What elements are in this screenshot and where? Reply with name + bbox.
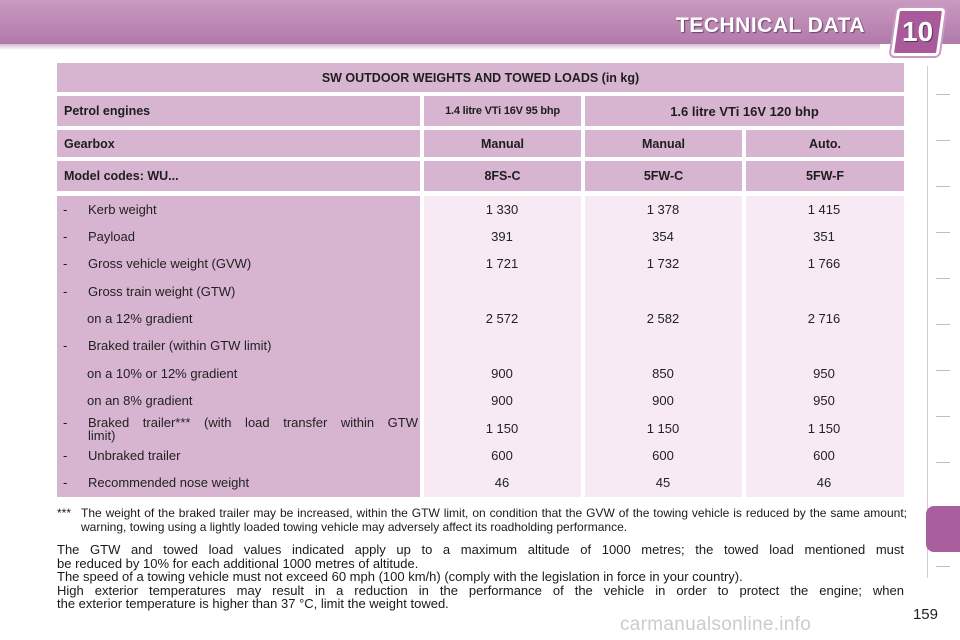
model-codes-label: Model codes: WU... — [57, 161, 420, 191]
tab-divider — [936, 140, 950, 141]
row-value: 2 716 — [807, 311, 841, 326]
body-line: be reduced by 10% for each additional 1000 metres of altitude. — [57, 555, 419, 571]
row-label: on a 12% gradient — [87, 311, 193, 326]
row-value: 46 — [494, 475, 510, 490]
row-value: 351 — [813, 229, 835, 244]
row-dash: - — [63, 415, 68, 430]
row-value: 600 — [652, 448, 674, 463]
row-value: 1 415 — [807, 202, 841, 217]
row-value: 354 — [652, 229, 674, 244]
row-dash: - — [63, 229, 68, 244]
row-label: Braked trailer (within GTW limit) — [88, 338, 272, 353]
tab-divider — [936, 370, 950, 371]
row-label: Recommended nose weight — [88, 475, 250, 490]
tab-divider — [936, 186, 950, 187]
row-label: Payload — [88, 229, 135, 244]
row-value: 45 — [655, 475, 671, 490]
row-value: 391 — [491, 229, 513, 244]
row-value: 850 — [652, 366, 674, 381]
body-line: The GTW and towed load values indicated apply up to a maximum altitude of 1000 metres; the towed load mentioned must — [57, 542, 904, 557]
row-label-continued: limit) — [88, 428, 116, 443]
row-value: 1 150 — [646, 421, 680, 436]
row-value: 600 — [813, 448, 835, 463]
chapter-tab-active[interactable] — [926, 506, 960, 552]
row-value: 1 150 — [485, 421, 519, 436]
gearbox-2: Manual — [585, 130, 742, 157]
row-value: 1 721 — [485, 256, 519, 271]
row-dash: - — [63, 338, 68, 353]
chapter-badge — [891, 8, 946, 56]
body-line: High exterior temperatures may result in a reduction in the performance of the vehicle in order to protect the engine; when — [57, 582, 904, 598]
tab-divider — [936, 566, 950, 567]
row-label: Braked trailer*** (with load transfer within GTW — [88, 415, 418, 430]
row-label: Kerb weight — [88, 202, 157, 217]
table-title: SW OUTDOOR WEIGHTS AND TOWED LOADS (in kg) — [57, 63, 904, 92]
page-number: 159 — [912, 606, 938, 623]
tab-divider — [936, 324, 950, 325]
row-value: 600 — [491, 448, 513, 463]
tab-divider — [936, 232, 950, 233]
row-value: 1 378 — [646, 202, 680, 217]
row-label: Gross vehicle weight (GVW) — [88, 256, 252, 271]
row-value: 900 — [491, 366, 513, 381]
tab-divider — [936, 416, 950, 417]
engine-2: 1.6 litre VTi 16V 120 bhp — [585, 96, 904, 126]
row-value: 1 766 — [807, 256, 841, 271]
row-dash: - — [63, 284, 68, 299]
model-code-2: 5FW-C — [585, 161, 742, 191]
row-label: Gross train weight (GTW) — [88, 284, 236, 299]
chapter-tab-strip — [927, 66, 960, 578]
body-line: the exterior temperature is higher than 37 °C, limit the weight towed. — [57, 596, 449, 611]
row-value: 950 — [813, 393, 835, 408]
row-dash: - — [63, 256, 68, 271]
chapter-number: 10 — [902, 16, 934, 47]
row-dash: - — [63, 475, 68, 490]
engines-label: Petrol engines — [57, 96, 420, 126]
row-dash: - — [63, 448, 68, 463]
body-line: The speed of a towing vehicle must not exceed 60 mph (100 km/h) (comply with the legislation in force in your country). — [57, 569, 743, 584]
body-text — [57, 543, 904, 611]
gearbox-3: Auto. — [746, 130, 904, 157]
section-title: TECHNICAL DATA — [676, 14, 865, 37]
row-value: 1 150 — [807, 421, 841, 436]
row-value: 46 — [816, 475, 832, 490]
row-label: Unbraked trailer — [88, 448, 181, 463]
row-value: 2 582 — [646, 311, 680, 326]
row-dash: - — [63, 202, 68, 217]
row-value: 900 — [491, 393, 513, 408]
tab-divider — [936, 462, 950, 463]
gearbox-label: Gearbox — [57, 130, 420, 157]
model-code-3: 5FW-F — [746, 161, 904, 191]
engine-1: 1.4 litre VTi 16V 95 bhp — [424, 96, 581, 126]
model-code-1: 8FS-C — [424, 161, 581, 191]
header-shadow — [0, 44, 880, 50]
tab-divider — [936, 278, 950, 279]
tab-divider — [936, 94, 950, 95]
row-label: on an 8% gradient — [87, 393, 193, 408]
row-value: 1 732 — [646, 256, 680, 271]
row-value: 1 330 — [485, 202, 519, 217]
row-value: 950 — [813, 366, 835, 381]
row-value: 900 — [652, 393, 674, 408]
row-label: on a 10% or 12% gradient — [87, 366, 238, 381]
row-value: 2 572 — [485, 311, 519, 326]
footnote-text: The weight of the braked trailer may be increased, within the GTW limit, on condition that the GVW of the towing vehicle is reduced by the same amount; warning, towing using a lightly loaded towing vehicle may adversely affect its roadholding performance. — [81, 506, 907, 534]
watermark: carmanualsonline.info — [620, 614, 812, 635]
gearbox-1: Manual — [424, 130, 581, 157]
footnote-mark: *** — [57, 506, 72, 520]
